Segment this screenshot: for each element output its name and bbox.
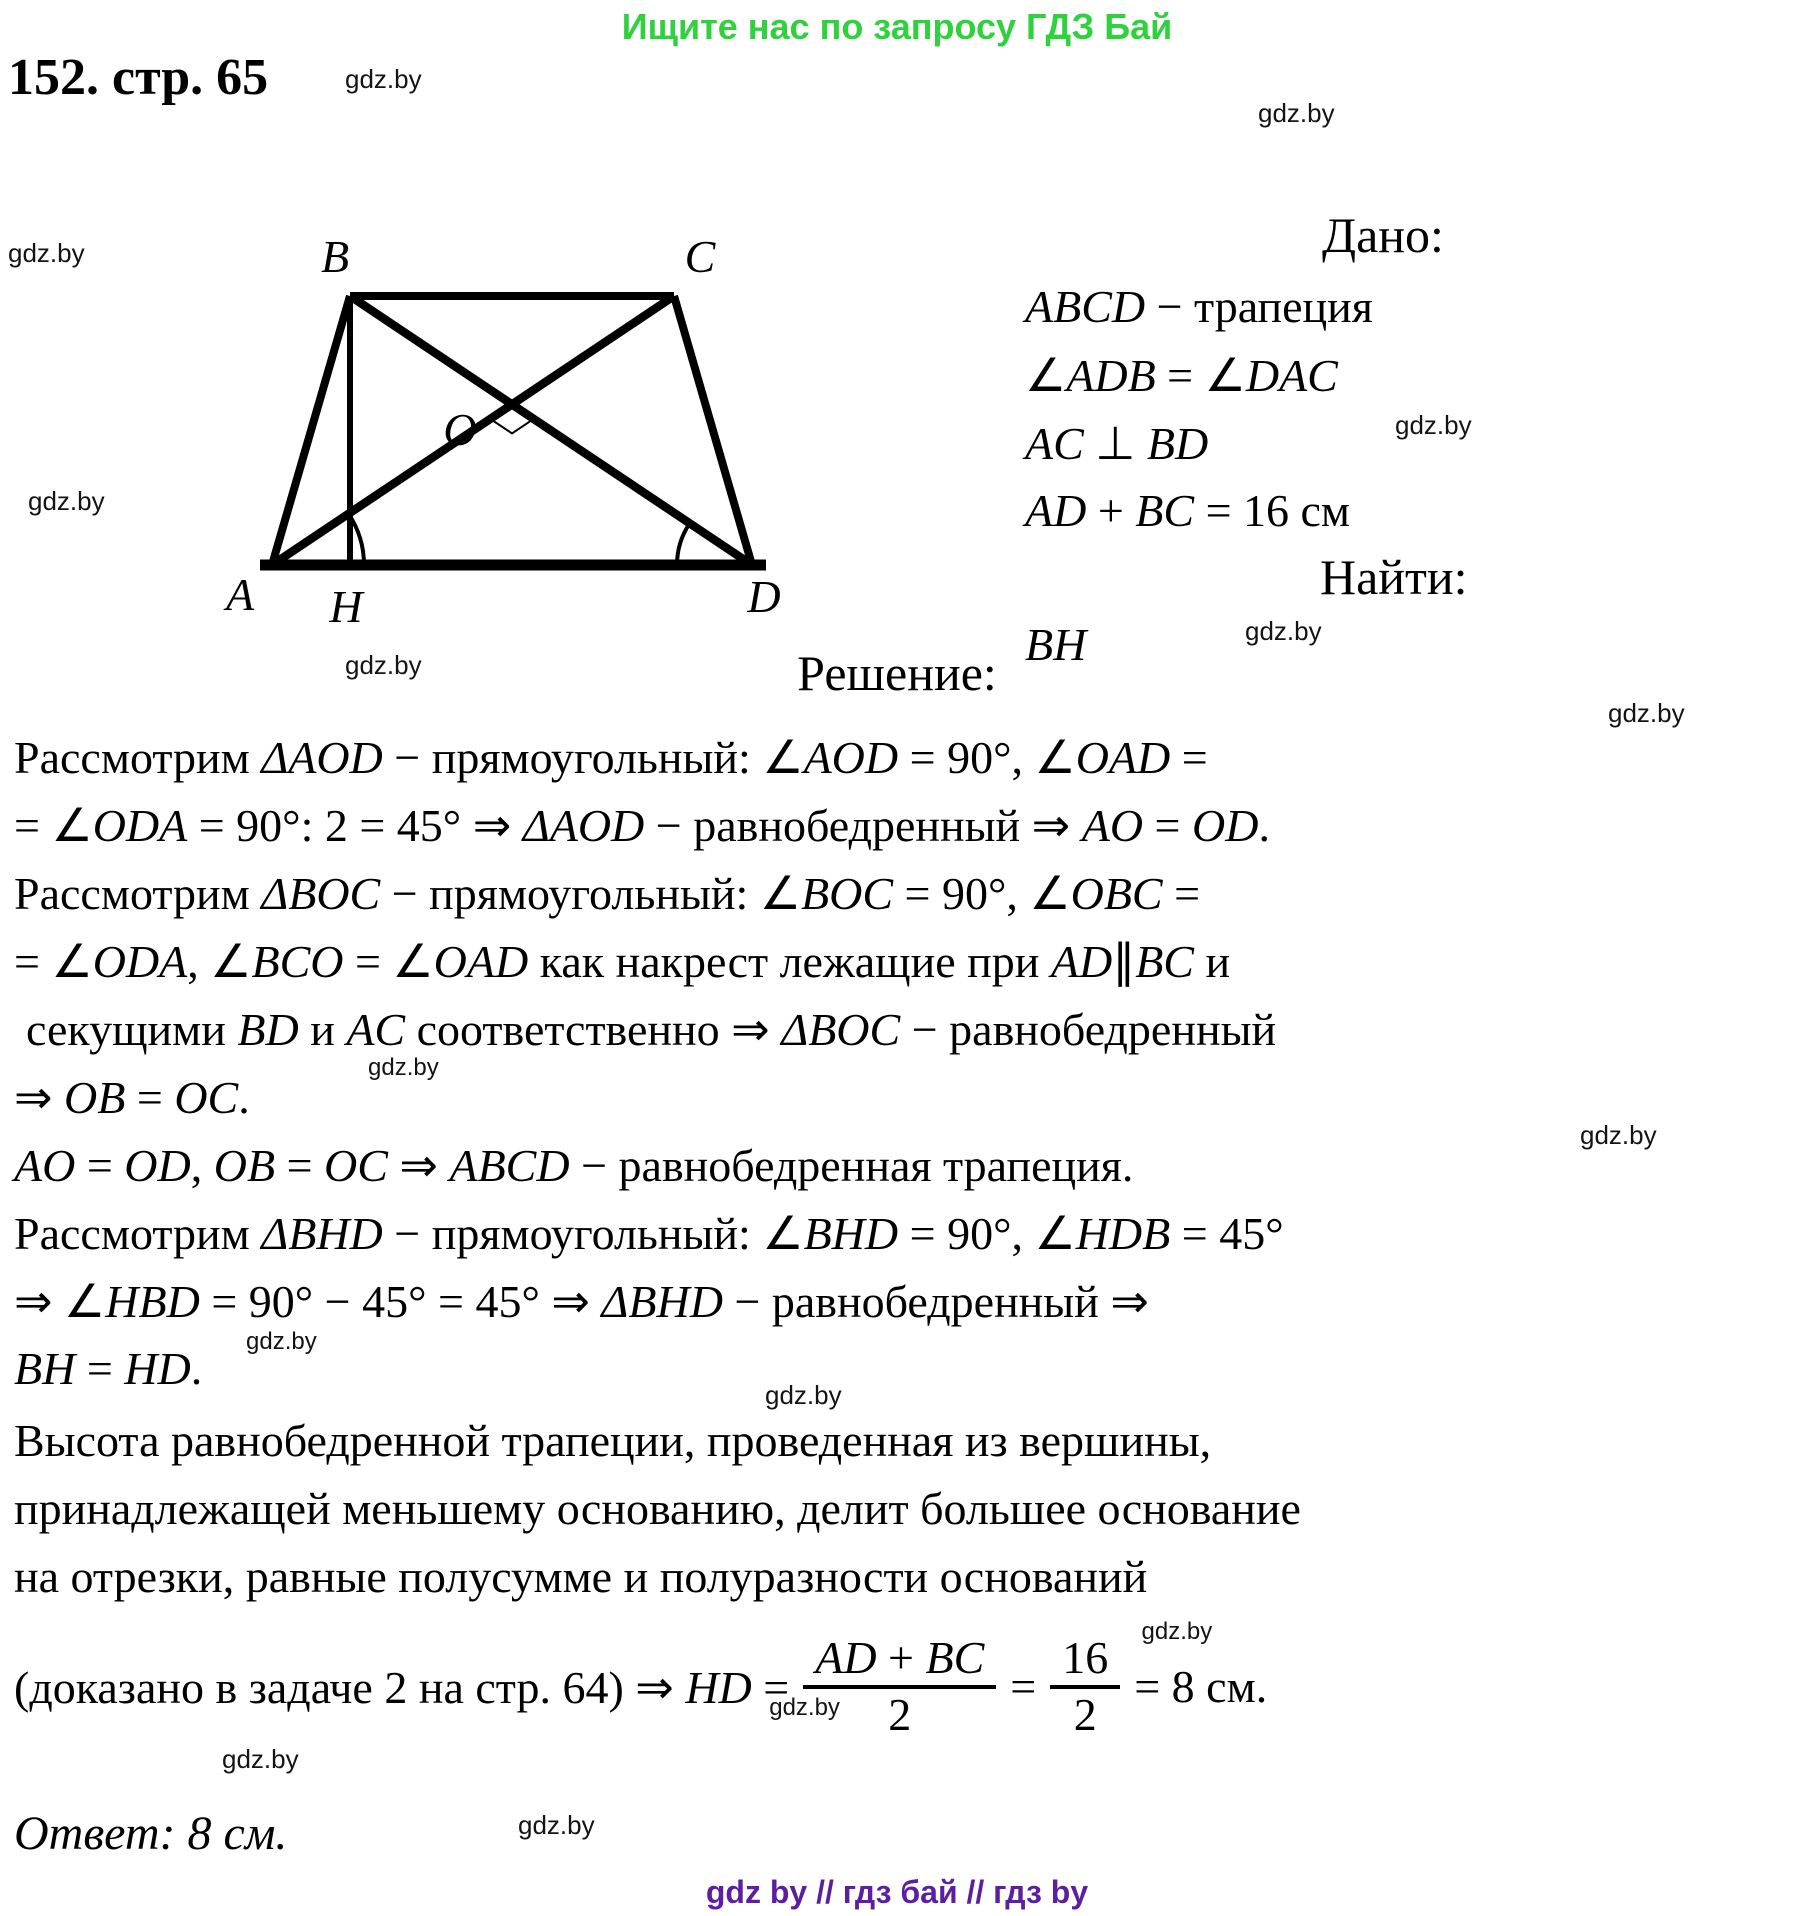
gdz-watermark: gdz.by xyxy=(345,64,422,94)
vertex-label-a: A xyxy=(225,569,255,620)
conclusion-equation xyxy=(14,1618,1268,1742)
trapezoid-figure xyxy=(140,130,820,640)
solution-line-7: AO = OD, OB = OC ⇒ ABCD − равнобедренная трапеция. xyxy=(14,1140,1134,1191)
conclusion-prefix: (доказано в задаче 2 на стр. 64) ⇒ HD = xyxy=(14,1661,790,1713)
fraction-numerator: 16 xyxy=(1062,1632,1109,1683)
solution-line-10: BH = HD. xyxy=(14,1343,203,1394)
fraction-numerator: AD + BC xyxy=(815,1632,985,1683)
solution-heading: Решение: xyxy=(797,645,997,701)
answer-line: Ответ: 8 см. xyxy=(14,1807,288,1860)
vertex-label-d: D xyxy=(747,571,781,622)
find-value: BH xyxy=(1025,619,1087,670)
gdz-watermark: gdz.by xyxy=(518,1810,595,1840)
given-line-trapezoid: ABCD − трапеция xyxy=(1025,281,1373,332)
vertex-label-o: O xyxy=(443,404,477,455)
conclusion-result: = 8 см. xyxy=(1134,1661,1268,1713)
gdz-watermark: gdz.by xyxy=(769,1694,840,1721)
gdz-watermark: gdz.by xyxy=(1395,410,1472,440)
gdz-watermark: gdz.by xyxy=(28,486,105,516)
equals-sign: = xyxy=(1010,1661,1037,1713)
fraction-denominator: 2 xyxy=(1073,1688,1097,1740)
vertex-label-c: C xyxy=(684,231,716,282)
find-heading: Найти: xyxy=(1320,549,1468,605)
fraction-denominator: 2 xyxy=(888,1688,912,1740)
solution-line-4: = ∠ODA, ∠BCO = ∠OAD как накрест лежащие при AD∥BC и xyxy=(14,936,1231,987)
given-line-perpendicular: AC ⊥ BD xyxy=(1025,418,1209,469)
solution-line-11: Высота равнобедренной трапеции, проведенная из вершины, xyxy=(14,1415,1212,1466)
solution-line-2: = ∠ODA = 90°: 2 = 45° ⇒ ΔAOD − равнобедренный ⇒ AO = OD. xyxy=(14,800,1270,851)
gdz-watermark: gdz.by xyxy=(1258,98,1335,128)
solution-line-3: Рассмотрим ΔBOC − прямоугольный: ∠BOC = 90°, ∠OBC = xyxy=(14,868,1201,919)
gdz-watermark: gdz.by xyxy=(1608,698,1685,728)
footer: gdz by // гдз бай // гдз by xyxy=(705,1874,1089,1910)
gdz-watermark: gdz.by xyxy=(765,1380,842,1410)
diagonal-bd xyxy=(350,296,752,565)
gdz-watermark: gdz.by xyxy=(8,238,85,268)
banner: Ищите нас по запросу ГДЗ Бай xyxy=(621,6,1173,47)
solution-line-6: ⇒ OB = OC. xyxy=(14,1072,250,1123)
gdz-watermark: gdz.by xyxy=(1141,1618,1213,1645)
gdz-watermark: gdz.by xyxy=(345,650,422,680)
solution-line-5: секущими BD и AC соответственно ⇒ ΔBOC − равнобедренный xyxy=(26,1004,1277,1055)
given-line-equal-angles: ∠ADB = ∠DAC xyxy=(1025,350,1338,401)
given-heading: Дано: xyxy=(1322,207,1444,263)
given-line-sum: AD + BC = 16 см xyxy=(1025,485,1351,536)
solution-line-8: Рассмотрим ΔBHD − прямоугольный: ∠BHD = 90°, ∠HDB = 45° xyxy=(14,1208,1284,1259)
vertex-label-h: H xyxy=(329,581,363,632)
gdz-watermark: gdz.by xyxy=(368,1054,439,1081)
solution-line-1: Рассмотрим ΔAOD − прямоугольный: ∠AOD = 90°, ∠OAD = xyxy=(14,732,1208,783)
vertex-label-b: B xyxy=(320,231,350,282)
solution-line-12: принадлежащей меньшему основанию, делит большее основание xyxy=(14,1483,1301,1534)
page-title: 152. стр. 65 xyxy=(8,49,269,106)
gdz-watermark: gdz.by xyxy=(1245,616,1322,646)
gdz-watermark: gdz.by xyxy=(246,1328,317,1355)
solution-line-9: ⇒ ∠HBD = 90° − 45° = 45° ⇒ ΔBHD − равнобедренный ⇒ xyxy=(14,1276,1149,1327)
gdz-watermark: gdz.by xyxy=(222,1744,299,1774)
solution-line-13: на отрезки, равные полусумме и полуразности оснований xyxy=(14,1551,1148,1602)
right-angle-mark xyxy=(490,419,533,434)
fraction-ad-bc-over-2 xyxy=(769,1632,996,1742)
angle-arc-d xyxy=(677,523,690,565)
gdz-watermark: gdz.by xyxy=(1580,1120,1657,1150)
